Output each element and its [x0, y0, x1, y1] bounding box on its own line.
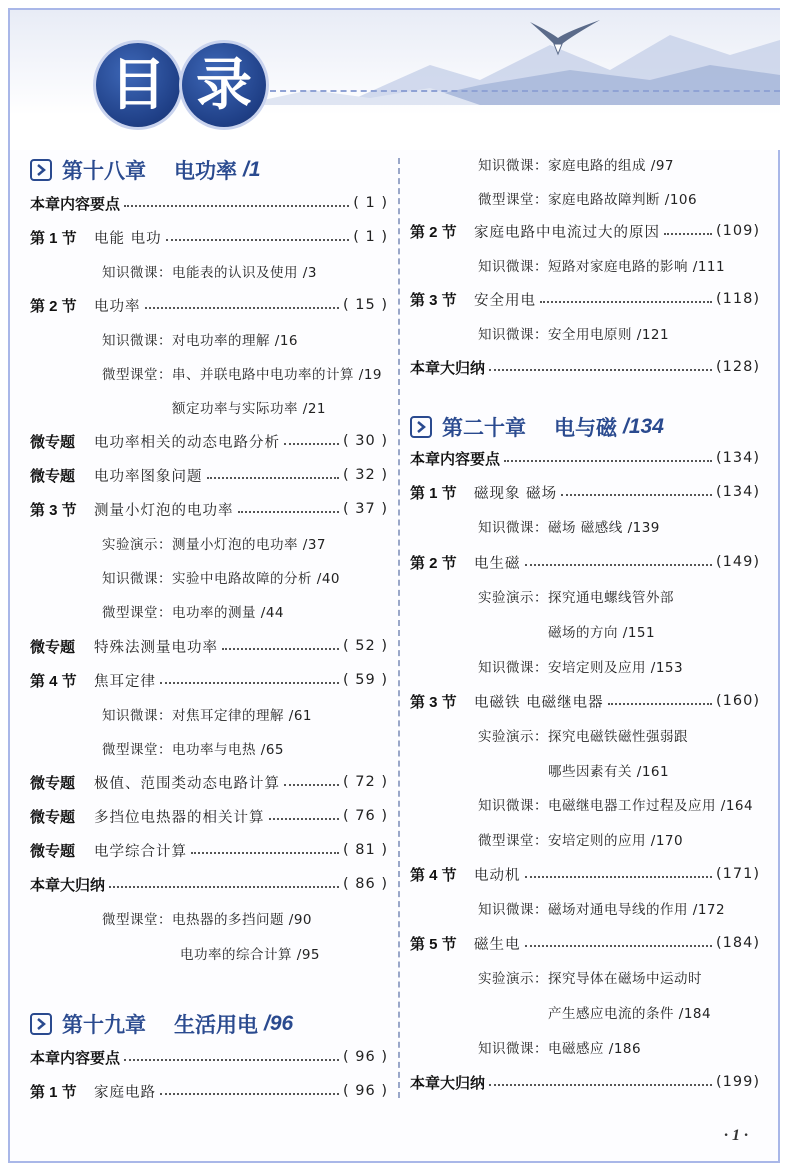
- entry-page: (128): [716, 359, 760, 375]
- entry-label: 第 2 节: [410, 223, 457, 241]
- sub-entry[interactable]: [102, 526, 326, 560]
- sub-entry[interactable]: [478, 147, 674, 181]
- entry-page: ( 81 ): [343, 842, 388, 858]
- leader-dots: [269, 818, 340, 820]
- entry-page: (184): [716, 935, 760, 951]
- sub-entry[interactable]: [102, 254, 317, 288]
- toc-entry[interactable]: [410, 1065, 760, 1099]
- entry-title: 电磁铁 电磁继电器: [474, 694, 604, 711]
- entry-label: 第 1 节: [30, 1083, 77, 1101]
- toc-entry[interactable]: [30, 288, 388, 322]
- entry-page: ( 32 ): [343, 467, 388, 483]
- leader-dots: [525, 876, 713, 878]
- toc-entry[interactable]: [30, 220, 388, 254]
- leader-dots: [664, 233, 712, 235]
- toc-entry[interactable]: [30, 186, 388, 220]
- entry-page: ( 1 ): [353, 229, 388, 245]
- sub-entry-text: 微型课堂：串、并联电路中电功率的计算 /19: [102, 367, 383, 383]
- leader-dots: [525, 564, 713, 566]
- leader-dots: [284, 784, 339, 786]
- entry-label: 第 3 节: [30, 501, 77, 519]
- entry-label: 本章大归纳: [410, 1074, 486, 1092]
- title-char-mu: 目: [96, 43, 180, 127]
- sub-entry[interactable]: [478, 960, 702, 994]
- entry-title: 特殊法测量电功率: [94, 639, 218, 656]
- chevron-right-icon: [30, 1013, 52, 1035]
- entry-label: 本章大归纳: [410, 359, 486, 377]
- toc-entry[interactable]: [30, 492, 388, 526]
- column-divider: [398, 158, 400, 1098]
- sub-entry[interactable]: [478, 718, 688, 752]
- entry-page: (160): [716, 693, 760, 709]
- sub-entry[interactable]: [102, 697, 312, 731]
- entry-page: ( 59 ): [343, 672, 388, 688]
- entry-label: 微专题: [30, 638, 76, 656]
- leader-dots: [160, 682, 339, 684]
- sub-entry-text: 磁场的方向 /151: [548, 625, 656, 641]
- entry-title: 焦耳定律: [94, 673, 156, 690]
- entry-page: ( 72 ): [343, 774, 388, 790]
- sub-entry[interactable]: [478, 509, 660, 543]
- toc-entry[interactable]: [410, 350, 760, 384]
- chapter-page: /1: [243, 158, 261, 181]
- sub-entry[interactable]: [478, 181, 697, 215]
- toc-entry[interactable]: [30, 867, 388, 901]
- chapter-number: 第十八章: [62, 160, 146, 183]
- entry-page: ( 96 ): [343, 1049, 388, 1065]
- entry-title: 电功率相关的动态电路分析: [94, 434, 280, 451]
- chevron-right-icon: [30, 159, 52, 181]
- sub-entry-text: 额定功率与实际功率 /21: [172, 401, 327, 417]
- sub-entry-text: 知识微课：短路对家庭电路的影响 /111: [478, 259, 726, 275]
- leader-dots: [145, 307, 340, 309]
- entry-page: ( 96 ): [343, 1083, 388, 1099]
- entry-label: 第 4 节: [30, 672, 77, 690]
- leader-dots: [561, 494, 712, 496]
- entry-page: ( 37 ): [343, 501, 388, 517]
- sub-entry-text: 知识微课：对电功率的理解 /16: [102, 333, 299, 349]
- entry-label: 第 3 节: [410, 291, 457, 309]
- leader-dots: [160, 1093, 339, 1095]
- sub-entry[interactable]: [548, 614, 655, 648]
- chapter-number: 第二十章: [442, 417, 526, 440]
- sub-entry-text: 微型课堂：电功率与电热 /65: [102, 742, 285, 758]
- leader-dots: [222, 648, 339, 650]
- entry-title: 电功率: [94, 298, 141, 315]
- sub-entry[interactable]: [478, 822, 683, 856]
- toc-entry[interactable]: [30, 629, 388, 663]
- entry-label: 微专题: [30, 808, 76, 826]
- leader-dots: [207, 477, 340, 479]
- sub-entry[interactable]: [478, 891, 725, 925]
- entry-label: 第 4 节: [410, 866, 457, 884]
- toc-entry[interactable]: [30, 424, 388, 458]
- entry-label: 第 5 节: [410, 935, 457, 953]
- leader-dots: [284, 443, 339, 445]
- sub-entry[interactable]: [102, 901, 312, 935]
- entry-title: 多挡位电热器的相关计算: [94, 809, 265, 826]
- toc-entry[interactable]: [410, 857, 760, 891]
- toc-entry[interactable]: [30, 765, 388, 799]
- entry-title: 电生磁: [474, 555, 521, 572]
- sub-entry[interactable]: [102, 731, 284, 765]
- sub-entry[interactable]: [102, 560, 340, 594]
- title-char-lu: 录: [182, 43, 266, 127]
- chapter-page: /96: [264, 1012, 294, 1035]
- sub-entry-text: 知识微课：对焦耳定律的理解 /61: [102, 708, 313, 724]
- entry-label: 本章内容要点: [410, 450, 501, 468]
- entry-page: (134): [716, 484, 760, 500]
- sub-entry-text: 微型课堂：家庭电路故障判断 /106: [478, 192, 698, 208]
- entry-page: (118): [716, 291, 760, 307]
- sub-entry[interactable]: [102, 356, 382, 390]
- entry-page: ( 52 ): [343, 638, 388, 654]
- sub-entry-text: 知识微课：电磁继电器工作过程及应用 /164: [478, 798, 754, 814]
- toc-entry[interactable]: [410, 475, 760, 509]
- entry-title: 极值、范围类动态电路计算: [94, 775, 280, 792]
- toc-entry[interactable]: [410, 214, 760, 248]
- chapter-page: /134: [623, 415, 664, 438]
- chapter-heading[interactable]: [30, 150, 388, 190]
- sub-entry[interactable]: [478, 649, 683, 683]
- leader-dots: [124, 1059, 339, 1061]
- entry-page: ( 30 ): [343, 433, 388, 449]
- entry-label: 第 1 节: [410, 484, 457, 502]
- entry-page: ( 15 ): [343, 297, 388, 313]
- header-dashed-rule: [270, 90, 780, 92]
- entry-page: (199): [716, 1074, 760, 1090]
- entry-page: (134): [716, 450, 760, 466]
- sub-entry[interactable]: [102, 322, 298, 356]
- sub-entry[interactable]: [102, 594, 284, 628]
- entry-label: 本章内容要点: [30, 1049, 121, 1067]
- toc-entry[interactable]: [410, 684, 760, 718]
- entry-page: ( 76 ): [343, 808, 388, 824]
- entry-label: 微专题: [30, 467, 76, 485]
- leader-dots: [489, 369, 712, 371]
- entry-page: (171): [716, 866, 760, 882]
- sub-entry-text: 知识微课：家庭电路的组成 /97: [478, 158, 675, 174]
- entry-label: 微专题: [30, 842, 76, 860]
- chevron-right-icon: [410, 416, 432, 438]
- sub-entry-text: 知识微课：电磁感应 /186: [478, 1041, 642, 1057]
- toc-entry[interactable]: [410, 926, 760, 960]
- entry-title: 磁生电: [474, 936, 521, 953]
- entry-title: 电学综合计算: [94, 843, 187, 860]
- sub-entry[interactable]: [478, 1030, 641, 1064]
- toc-entry[interactable]: [30, 799, 388, 833]
- entry-title: 安全用电: [474, 292, 536, 309]
- sub-entry-text: 知识微课：实验中电路故障的分析 /40: [102, 571, 341, 587]
- leader-dots: [124, 205, 349, 207]
- sub-entry-text: 电功率的综合计算 /95: [180, 947, 321, 963]
- sub-entry-text: 哪些因素有关 /161: [548, 764, 670, 780]
- sub-entry[interactable]: [548, 995, 711, 1029]
- sub-entry-text: 知识微课：安培定则及应用 /153: [478, 660, 684, 676]
- leader-dots: [191, 852, 339, 854]
- sub-entry-text: 知识微课：安全用电原则 /121: [478, 327, 670, 343]
- sub-entry-text: 知识微课：磁场对通电导线的作用 /172: [478, 902, 726, 918]
- chapter-name: 电与磁: [554, 417, 617, 440]
- sub-entry-text: 微型课堂：安培定则的应用 /170: [478, 833, 684, 849]
- toc-entry[interactable]: [30, 458, 388, 492]
- sub-entry[interactable]: [478, 316, 669, 350]
- entry-label: 第 3 节: [410, 693, 457, 711]
- entry-label: 本章大归纳: [30, 876, 106, 894]
- sub-entry[interactable]: [478, 579, 674, 613]
- sub-entry-text: 产生感应电流的条件 /184: [548, 1006, 712, 1022]
- page-number: · 1 ·: [724, 1127, 748, 1144]
- toc-entry[interactable]: [410, 441, 760, 475]
- leader-dots: [489, 1084, 712, 1086]
- leader-dots: [109, 886, 339, 888]
- leader-dots: [166, 239, 350, 241]
- entry-label: 第 1 节: [30, 229, 77, 247]
- sub-entry-text: 微型课堂：电功率的测量 /44: [102, 605, 285, 621]
- sub-entry-text: 知识微课：电能表的认识及使用 /3: [102, 265, 317, 281]
- chapter-number: 第十九章: [62, 1014, 146, 1037]
- sub-entry[interactable]: [478, 248, 725, 282]
- chapter-heading[interactable]: [30, 1004, 388, 1044]
- entry-title: 家庭电路中电流过大的原因: [474, 224, 660, 241]
- entry-page: (149): [716, 554, 760, 570]
- entry-page: ( 1 ): [353, 195, 388, 211]
- entry-label: 第 2 节: [30, 297, 77, 315]
- entry-label: 本章内容要点: [30, 195, 121, 213]
- sub-entry-text: 实验演示：测量小灯泡的电功率 /37: [102, 537, 327, 553]
- chapter-name: 电功率: [174, 160, 237, 183]
- entry-title: 磁现象 磁场: [474, 485, 558, 502]
- leader-dots: [540, 301, 712, 303]
- entry-label: 微专题: [30, 433, 76, 451]
- leader-dots: [238, 511, 340, 513]
- sub-entry[interactable]: [478, 787, 753, 821]
- sub-entry[interactable]: [548, 753, 669, 787]
- sub-entry[interactable]: [172, 390, 326, 424]
- leader-dots: [525, 945, 713, 947]
- entry-title: 电功率图象问题: [94, 468, 203, 485]
- toc-entry[interactable]: [410, 282, 760, 316]
- entry-title: 家庭电路: [94, 1084, 156, 1101]
- leader-dots: [608, 703, 712, 705]
- toc-entry[interactable]: [30, 1074, 388, 1108]
- leader-dots: [504, 460, 712, 462]
- toc-entry[interactable]: [410, 545, 760, 579]
- entry-page: ( 86 ): [343, 876, 388, 892]
- sub-entry-text: 实验演示：探究通电螺线管外部: [478, 590, 674, 606]
- entry-title: 测量小灯泡的电功率: [94, 502, 234, 519]
- sub-entry-text: 微型课堂：电热器的多挡问题 /90: [102, 912, 313, 928]
- entry-page: (109): [716, 223, 760, 239]
- chapter-name: 生活用电: [174, 1014, 258, 1037]
- sub-entry[interactable]: [180, 936, 320, 970]
- entry-label: 微专题: [30, 774, 76, 792]
- toc-entry[interactable]: [30, 1040, 388, 1074]
- sub-entry-text: 实验演示：探究导体在磁场中运动时: [478, 971, 702, 987]
- toc-entry[interactable]: [30, 833, 388, 867]
- toc-entry[interactable]: [30, 663, 388, 697]
- entry-title: 电能 电功: [94, 230, 162, 247]
- sub-entry-text: 知识微课：磁场 磁感线 /139: [478, 520, 660, 536]
- sub-entry-text: 实验演示：探究电磁铁磁性强弱跟: [478, 729, 688, 745]
- entry-title: 电动机: [474, 867, 521, 884]
- entry-label: 第 2 节: [410, 554, 457, 572]
